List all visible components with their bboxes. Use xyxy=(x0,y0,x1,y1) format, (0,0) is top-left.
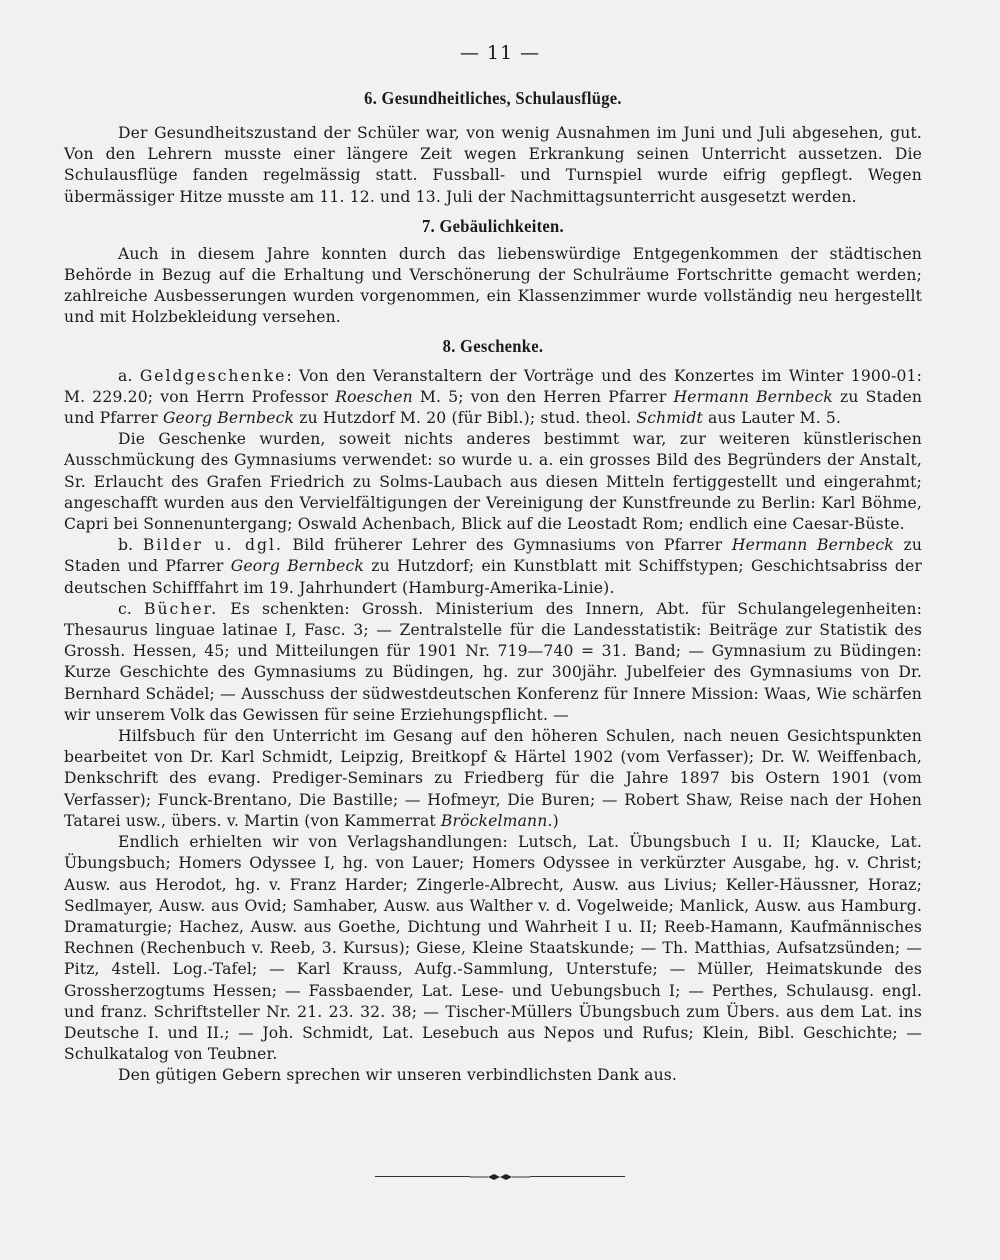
paragraph-money-gifts: a. Geldgeschenke: Von den Veranstaltern der Vorträge und des Konzertes im Winter 1900-01: M. 229.20; von Herrn Professor Roeschen M. 5; von den Herren Pfarrer Hermann Bernbeck zu Staden und Pfarrer Georg Bernbeck zu Hutzdorf M. 20 (für Bibl.); stud. theol. Schmidt aus Lauter M. 5. xyxy=(64,366,923,428)
name-broeckelmann: Bröckelmann. xyxy=(440,811,553,830)
ornament-line-right xyxy=(530,1176,625,1177)
name-schmidt: Schmidt xyxy=(636,409,703,428)
name-georg-bernbeck: Georg Bernbeck xyxy=(162,409,295,428)
paragraph-gift-usage: Die Geschenke wurden, soweit nichts anderes bestimmt war, zur weiteren künstlerischen Ausschmückung des Gymnasiums verwendet: so wurde u. a. ein grosses Bild des Begründers der Anstalt, Sr. Erlaucht des Grafen Friedrich zu Solms-Laubach aus diesen Mitteln fertiggestellt und eingerahmt; angeschafft wurden aus den Vervielfältigungen der Vereinigung der Kunstfreunde zu Berlin: Karl Böhme, Capri bei Sonnenuntergang; Oswald Achenbach, Blick auf die Leostadt Rom; endlich eine Caesar-Büste. xyxy=(64,430,922,534)
name-hermann-bernbeck-2: Hermann Bernbeck xyxy=(731,536,894,555)
paragraph-buildings: Auch in diesem Jahre konnten durch das liebenswürdige Entgegenkommen der städtischen Behörde in Bezug auf die Erhaltung und Verschönerung der Schulräume Fortschritte gemacht werden; zahlreiche Ausbesserungen wurden vorgenommen, ein Klassenzimmer wurde vollständig neu hergestellt und mit Holzbekleidung versehen. xyxy=(64,244,922,327)
ornament-divider xyxy=(375,1171,625,1183)
ornament-line-left xyxy=(375,1176,470,1177)
paragraph-pictures: b. Bilder u. dgl. Bild früherer Lehrer des Gymnasiums von Pfarrer Hermann Bernbeck zu Staden und Pfarrer Georg Bernbeck zu Hutzdorf; ein Kunstblatt mit Schiffstypen; Geschichtsabriss der deutschen Schifffahrt im 19. Jahrhundert (Hamburg-Amerika-Linie). xyxy=(64,536,923,597)
name-roeschen: Roeschen xyxy=(335,387,413,406)
name-hermann-bernbeck: Hermann Bernbeck xyxy=(673,387,833,406)
item-label-a: a. xyxy=(118,366,133,385)
ornament-center-icon xyxy=(470,1171,530,1183)
term-money-gifts: Geldgeschenke xyxy=(139,366,287,385)
paragraph-health: Der Gesundheitszustand der Schüler war, von wenig Ausnahmen im Juni und Juli abgesehen, gut. Von den Lehrern musste einer längere Zeit wegen Erkrankung seinen Unterricht aussetzen. Die Schulausflüge fanden regelmässig statt. Fussball- und Turnspiel wurde eifrig gepflegt. Wegen übermässiger Hitze musste am 11. 12. und 13. Juli der Nachmittagsunterricht ausgesetzt werden. xyxy=(64,124,922,206)
section-heading-6: 6. Gesundheitliches, Schulausflüge. xyxy=(364,88,622,108)
section-heading-8: 8. Geschenke. xyxy=(442,335,544,356)
term-pictures: Bilder u. dgl. xyxy=(142,536,283,555)
page-number: — 11 — xyxy=(459,42,541,64)
paragraph-thanks: Den gütigen Gebern sprechen wir unseren verbindlichsten Dank aus. xyxy=(118,1066,678,1085)
section-heading-7: 7. Gebäulichkeiten. xyxy=(422,215,564,236)
paragraph-publishers: Endlich erhielten wir von Verlagshandlungen: Lutsch, Lat. Übungsbuch I u. II; Klaucke, Lat. Übungsbuch; Homers Odyssee I, hg. von Lauer; Homers Odyssee in verkürzter Ausgabe, hg. v. Christ; Ausw. aus Herodot, hg. v. Franz Harder; Zingerle-Albrecht, Ausw. aus Livius; Keller-Häussner, Horaz; Sedlmayer, Ausw. aus Ovid; Samhaber, Ausw. aus Walther v. d. Vogelweide; Manlick, Ausw. aus Hamburg. Dramaturgie; Hachez, Ausw. aus Goethe, Dichtung und Wahrheit I u. II; Reeb-Hamann, Kaufmännisches Rechnen (Rechenbuch v. Reeb, 3. Kursus); Giese, Kleine Staatskunde; — Th. Matthias, Aufsatzsünden; — Pitz, 4stell. Log.-Tafel; — Karl Krauss, Aufg.-Sammlung, Unterstufe; — Müller, Heimatskunde des Grossherzogtums Hessen; — Fassbaender, Lat. Lese- und Uebungsbuch I; — Perthes, Schulausg. engl. und franz. Schriftsteller Nr. 21. 23. 32. 38; — Tischer-Müllers Übungsbuch zum Übers. aus dem Lat. ins Deutsche I. und II.; — Joh. Schmidt, Lat. Lesebuch aus Nepos und Rufus; Klein, Bibl. Geschichte; — Schulkatalog von Teubner. xyxy=(64,833,922,1064)
name-georg-bernbeck-2: Georg Bernbeck xyxy=(230,557,364,576)
item-label-b: b. xyxy=(118,536,134,555)
page-body xyxy=(64,88,922,1087)
paragraph-songbook: Hilfsbuch für den Unterricht im Gesang auf den höheren Schulen, nach neuen Gesichtspunkten bearbeitet von Dr. Karl Schmidt, Leipzig, Breitkopf & Härtel 1902 (vom Verfasser); Dr. W. Weiffenbach, Denkschrift des evang. Prediger-Seminars zu Friedberg für die Jahre 1897 bis Ostern 1901 (vom Verfasser); Funck-Brentano, Die Bastille; — Hofmeyr, Die Buren; — Robert Shaw, Reise nach der Hohen Tatarei usw., übers. v. Martin (von Kammerrat Bröckelmann.) xyxy=(64,727,922,830)
item-label-c: c. xyxy=(118,599,132,618)
term-books: Bücher. xyxy=(144,599,219,618)
paragraph-books: c. Bücher. Es schenkten: Grossh. Ministerium des Innern, Abt. für Schulangelegenheiten: Thesaurus linguae latinae I, Fasc. 3; — Zentralstelle für die Landesstatistik: Beiträge zur Statistik des Grossh. Hessen, 45; und Mitteilungen für 1901 Nr. 719—740 = 31. Band; — Gymnasium zu Büdingen: Kurze Geschichte des Gymnasiums zu Büdingen, hg. zur 300jähr. Jubelfeier des Gymnasiums von Dr. Bernhard Schädel; — Ausschuss der südwestdeutschen Konferenz für Innere Mission: Waas, Wie schärfen wir unserem Volk das Gewissen für seine Erziehungspflicht. — xyxy=(64,599,922,724)
